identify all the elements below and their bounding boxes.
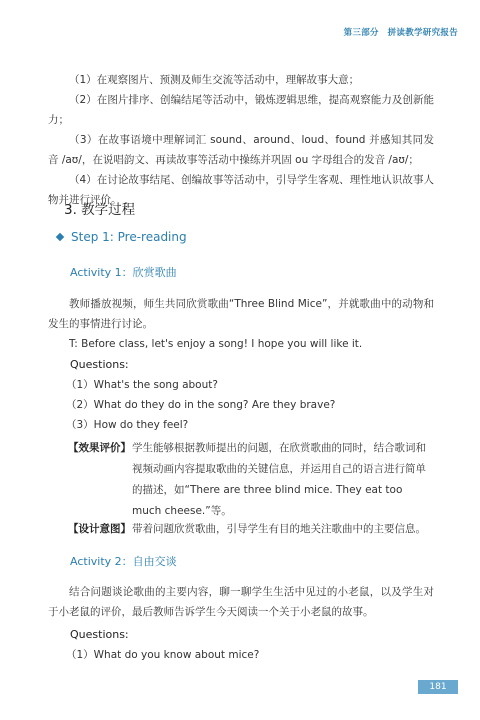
teacher-line: T: Before class, let's enjoy a song! I hope you will like it.	[69, 338, 363, 350]
evaluation-block	[68, 438, 434, 522]
question-2-1: （1）What do you know about mice?	[66, 649, 260, 661]
question-1-3: （3）How do they feel?	[66, 419, 189, 431]
activity-2-title: Activity 2：自由交谈	[70, 555, 177, 568]
activity-1-body	[48, 294, 434, 354]
activity-1-desc: 教师播放视频，师生共同欣赏歌曲“Three Blind Mice”，并就歌曲中的动物和发生的事情进行讨论。	[48, 298, 434, 330]
evaluation-tag: 【效果评价】	[68, 442, 131, 454]
step-label: Step 1: Pre-reading	[71, 230, 187, 244]
design-tag: 【设计意图】	[68, 523, 131, 535]
running-header: 第三部分 拼读教学研究报告	[343, 28, 458, 38]
section-title: 3. 教学过程	[64, 202, 136, 218]
activity-1-questions	[66, 375, 434, 435]
diamond-bullet-icon	[56, 233, 64, 241]
objective-1: （1）在观察图片、预测及师生交流等活动中，理解故事大意；	[69, 74, 360, 86]
objective-2: （2）在图片排序、创编结尾等活动中，锻炼逻辑思维，提高观察能力及创新能力；	[48, 94, 434, 126]
objective-4: （4）在讨论故事结尾、创编故事等活动中，引导学生客观、理性地认识故事人物并进行评价。	[48, 174, 434, 206]
evaluation-text: 学生能够根据教师提出的问题，在欣赏歌曲的同时，结合歌词和视频动画内容提取歌曲的关键信息，并运用自己的语言进行简单的描述，如“There are three blind mice. They eat too much cheese.”等。	[132, 442, 426, 517]
objective-3: （3）在故事语境中理解词汇 sound、around、loud、found 并感知其同发音 /aʊ/，在说唱韵文、再读故事等活动中操练并巩固 ou 字母组合的发音 /aʊ/；	[48, 134, 434, 166]
question-1-2: （2）What do they do in the song? Are they brave?	[66, 399, 336, 411]
page-number: 181	[418, 680, 458, 694]
design-block	[68, 519, 434, 540]
activity-2-desc: 结合问题谈论歌曲的主要内容，聊一聊学生生活中见过的小老鼠，以及学生对于小老鼠的评价，最后教师告诉学生今天阅读一个关于小老鼠的故事。	[48, 586, 434, 618]
activity-1-title: Activity 1：欣赏歌曲	[70, 266, 177, 279]
activity-2-questions	[66, 645, 434, 665]
step-heading	[57, 230, 187, 244]
design-text: 带着问题欣赏歌曲，引导学生有目的地关注歌曲中的主要信息。	[132, 523, 426, 535]
activity-2-body	[48, 582, 434, 622]
questions-label-1: Questions:	[70, 358, 129, 371]
question-1-1: （1）What's the song about?	[66, 379, 218, 391]
objectives-block	[48, 70, 434, 210]
questions-label-2: Questions:	[70, 628, 129, 641]
